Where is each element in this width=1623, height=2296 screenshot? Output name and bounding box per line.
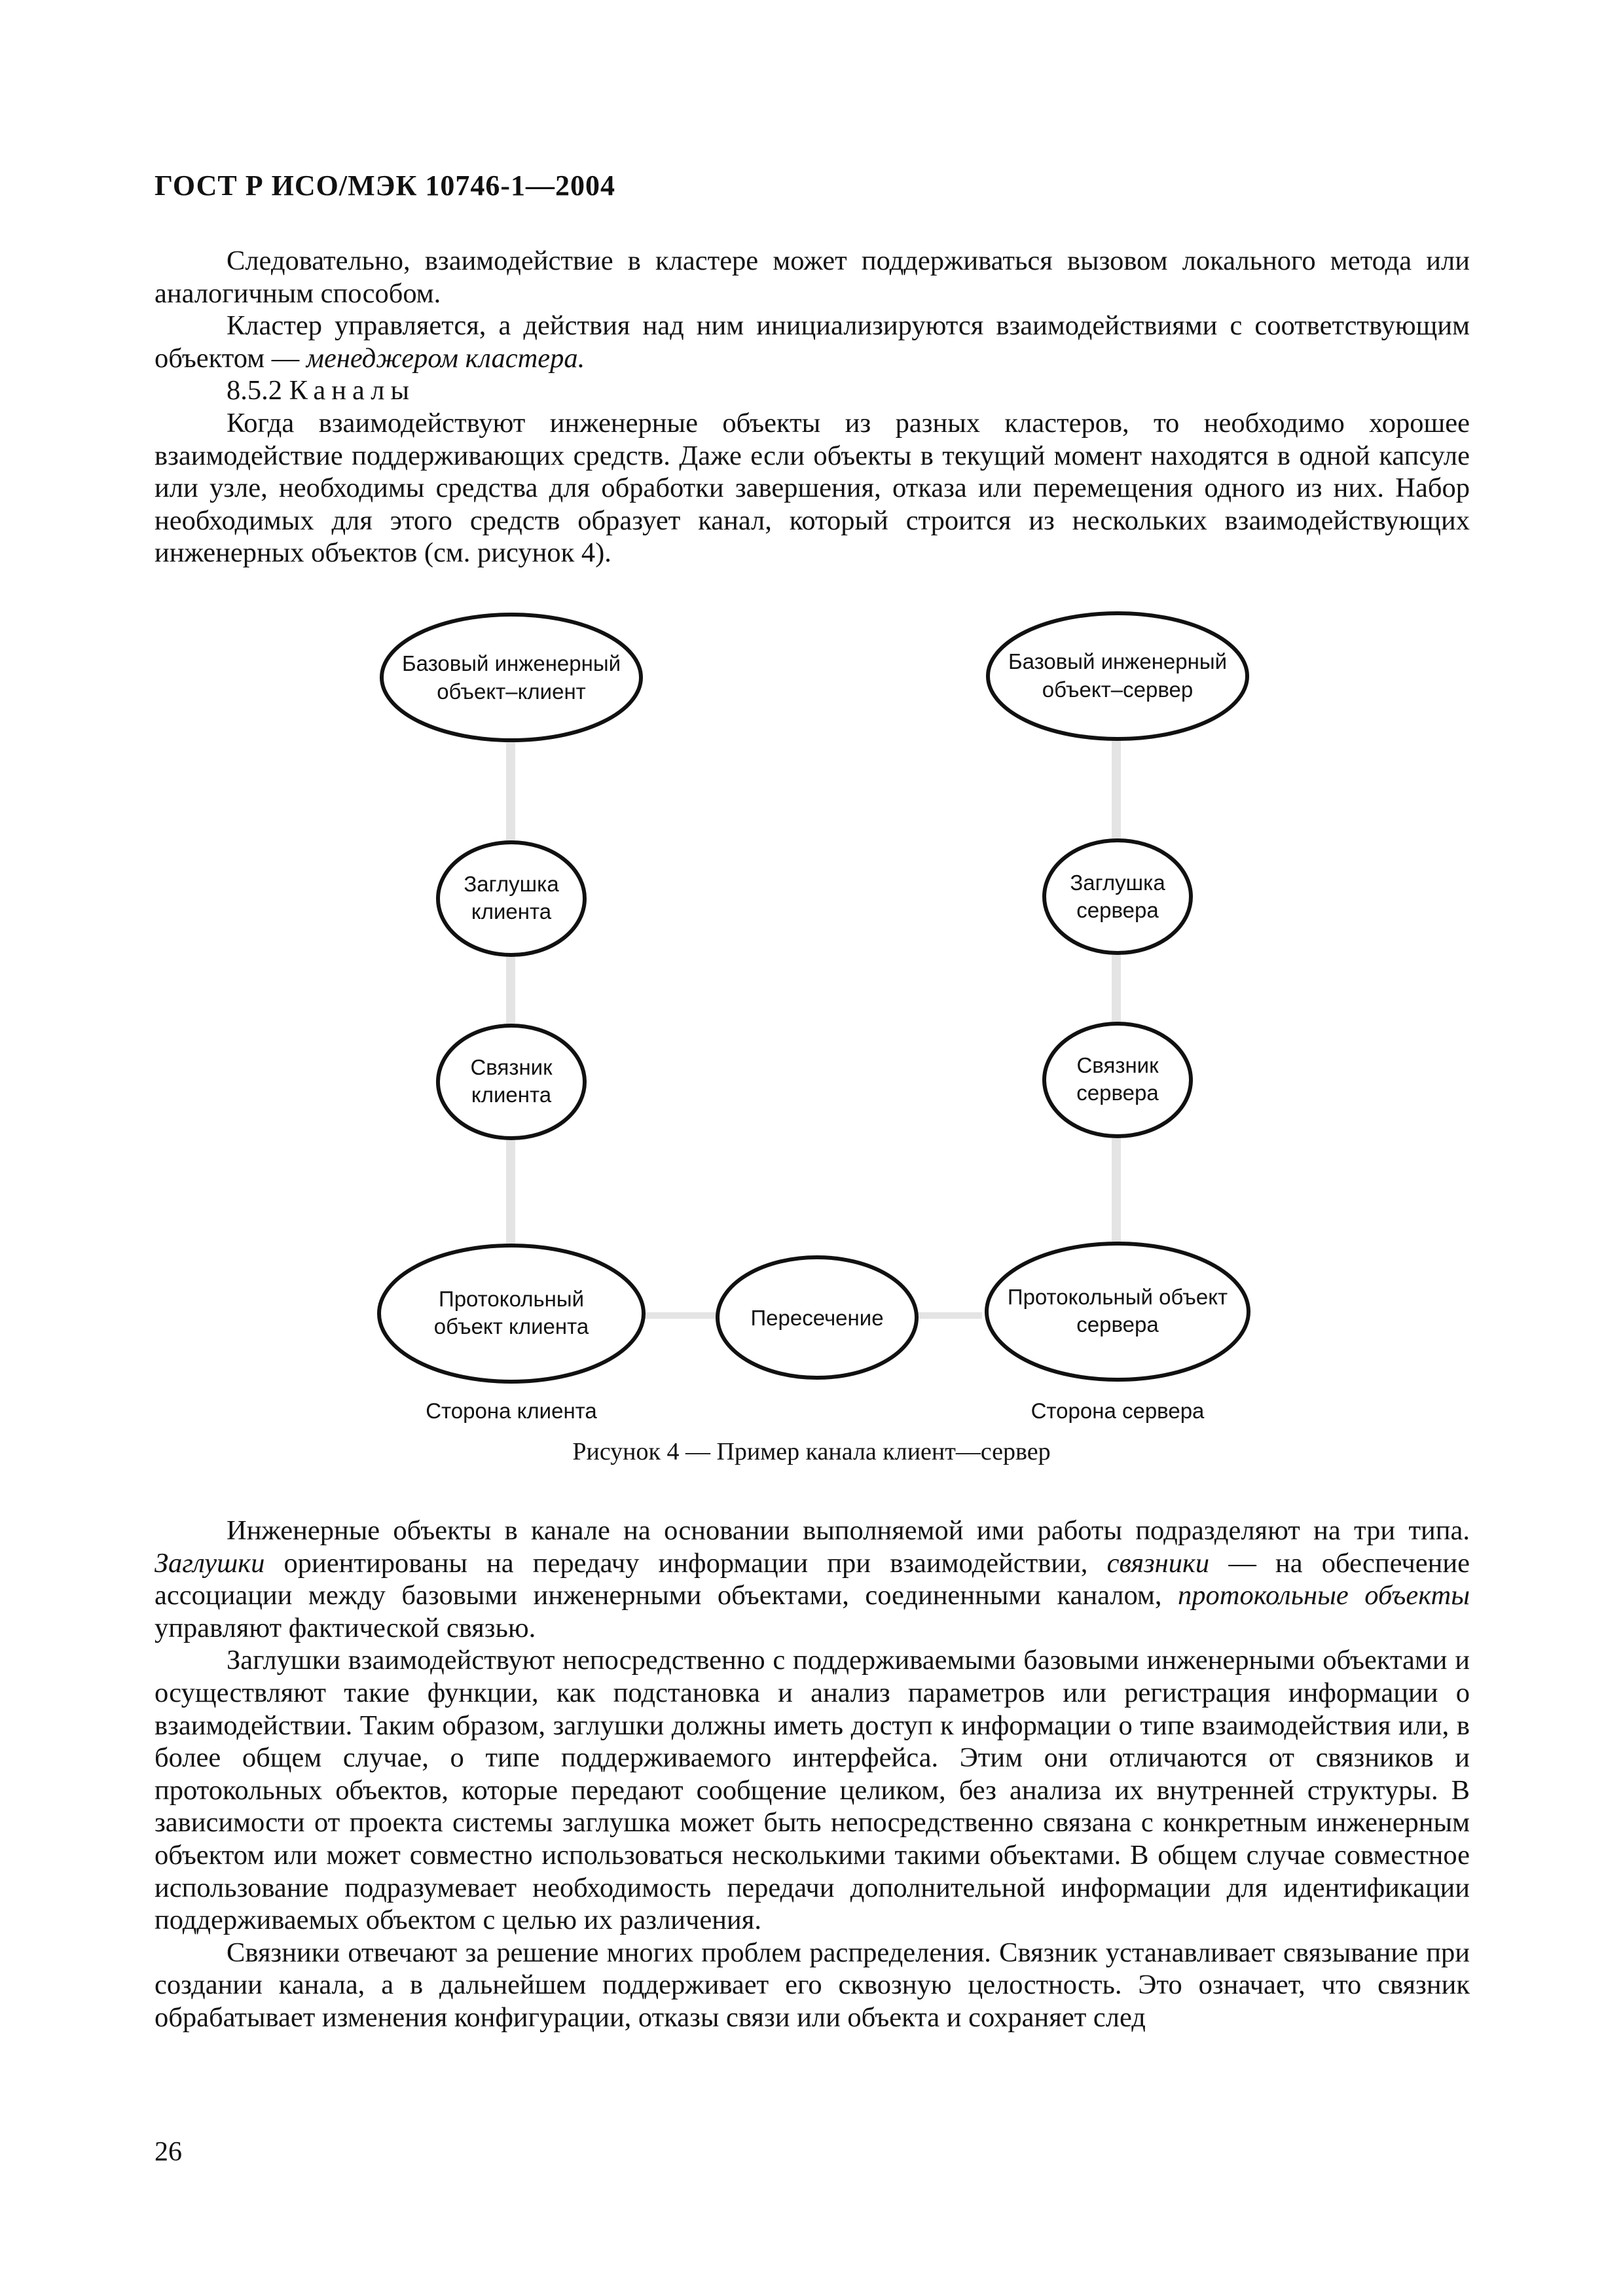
body-paragraph-3: Связники отвечают за решение многих проблем распределения. Связник устанавливает связывание при создании канала, а в дальнейшем поддерживает его сквозную целостность. Это означает, что связник обрабатывает изменения конфигурации, отказы связи или объекта и сохраняет след [155,1937,1470,2033]
server-basic-object-label-2: объект–сервер [1042,677,1194,702]
intro-paragraph-2-text: Кластер управляется, а действия над ним инициализируются взаимодействиями с соответствующим объектом — [155,310,1470,374]
body-p1-g: управляют фактической связью. [155,1612,536,1643]
body-paragraph-2: Заглушки взаимодействуют непосредственно с поддерживаемыми базовыми инженерными объектами и осуществляют такие функции, как подстановка и анализ параметров или регистрация информации о взаимодействии. Таким образом, заглушки должны иметь доступ к информации о типе взаимодействия или, в более общем случае, о типе поддерживаемого интерфейса. Этим они отличаются от связников и протокольных объектов, которые передают сообщение целиком, без анализа их внутренней структуры. В зависимости от проекта системы заглушка может быть непосредственно связана с конкретным инженерным объектом или может совместно использоваться несколькими такими объектами. В общем случае совместное использование подразумевает необходимость передачи дополнительной информации для идентификации поддерживаемых объектом с целью их различения. [155,1645,1470,1936]
body-text [155,1515,1470,2034]
server-protocol-label-2: сервера [1076,1312,1159,1336]
server-side-label: Сторона сервера [1030,1399,1205,1423]
server-binder-label-1: Связник [1076,1053,1159,1077]
server-binder-node [1044,1024,1191,1136]
body-paragraph-1 [155,1515,1470,1644]
body-p1-a: Инженерные объекты в канале на основании выполняемой ими работы подразделяют на три типа. [227,1515,1470,1546]
body-p1-binders: связники [1106,1547,1210,1579]
section-title: Каналы [289,375,416,406]
client-protocol-label-2: объект клиента [433,1314,589,1338]
client-binder-label-2: клиента [471,1083,552,1107]
client-binder-node [438,1026,585,1138]
figure-caption: Рисунок 4 — Пример канала клиент—сервер [572,1438,1051,1465]
client-protocol-object-node [379,1246,644,1382]
body-p1-c: ориентированы на передачу информации при взаимодействии, [264,1547,1107,1579]
server-basic-object-label-1: Базовый инженерный [1008,649,1227,673]
intro-paragraph-2-italic: менеджером кластера. [306,342,585,374]
client-basic-object-node [382,615,641,740]
body-p1-e: — на обеспечение ассоциации между базовыми инженерными объектами, соединенными каналом, [155,1547,1470,1611]
intro-paragraph-1: Следовательно, взаимодействие в кластере может поддерживаться вызовом локального метода или аналогичным способом. [155,245,1470,309]
client-stub-label-1: Заглушка [464,872,559,896]
section-number: 8.5.2 [227,375,282,406]
server-protocol-object-node [987,1244,1249,1380]
body-p1-protocol: протокольные объекты [1178,1580,1470,1611]
interceptor-label: Пересечение [750,1306,884,1330]
client-basic-object-label-1: Базовый инженерный [402,651,621,675]
client-binder-label-1: Связник [470,1055,553,1079]
intro-paragraph-2 [155,310,1470,374]
section-heading [155,374,1470,407]
server-stub-label-1: Заглушка [1070,870,1165,895]
server-protocol-label-1: Протокольный объект [1007,1285,1228,1309]
client-basic-object-label-2: объект–клиент [437,679,586,704]
server-stub-label-2: сервера [1076,898,1159,922]
client-protocol-label-1: Протокольный [438,1287,585,1311]
client-stub-node [438,842,585,955]
server-binder-label-2: сервера [1076,1081,1159,1105]
intro-paragraph-3: Когда взаимодействуют инженерные объекты из разных кластеров, то необходимо хорошее взаимодействие поддерживающих средств. Даже если объекты в текущий момент находятся в одной капсуле или узле, необходимы средства для обработки завершения, отказа или перемещения одного из них. Набор необходимых для этого средств образует канал, который строится из нескольких взаимодействующих инженерных объектов (см. рисунок 4). [155,407,1470,569]
interceptor-node [718,1257,917,1378]
client-stub-label-2: клиента [471,899,552,924]
intro-text [155,245,1470,569]
document-header: ГОСТ Р ИСО/МЭК 10746-1—2004 [155,170,616,202]
client-side-label: Сторона клиента [426,1399,597,1423]
page-number: 26 [155,2137,182,2167]
server-stub-node [1044,840,1191,953]
server-basic-object-node [988,613,1247,739]
body-p1-stubs: Заглушки [155,1547,265,1579]
